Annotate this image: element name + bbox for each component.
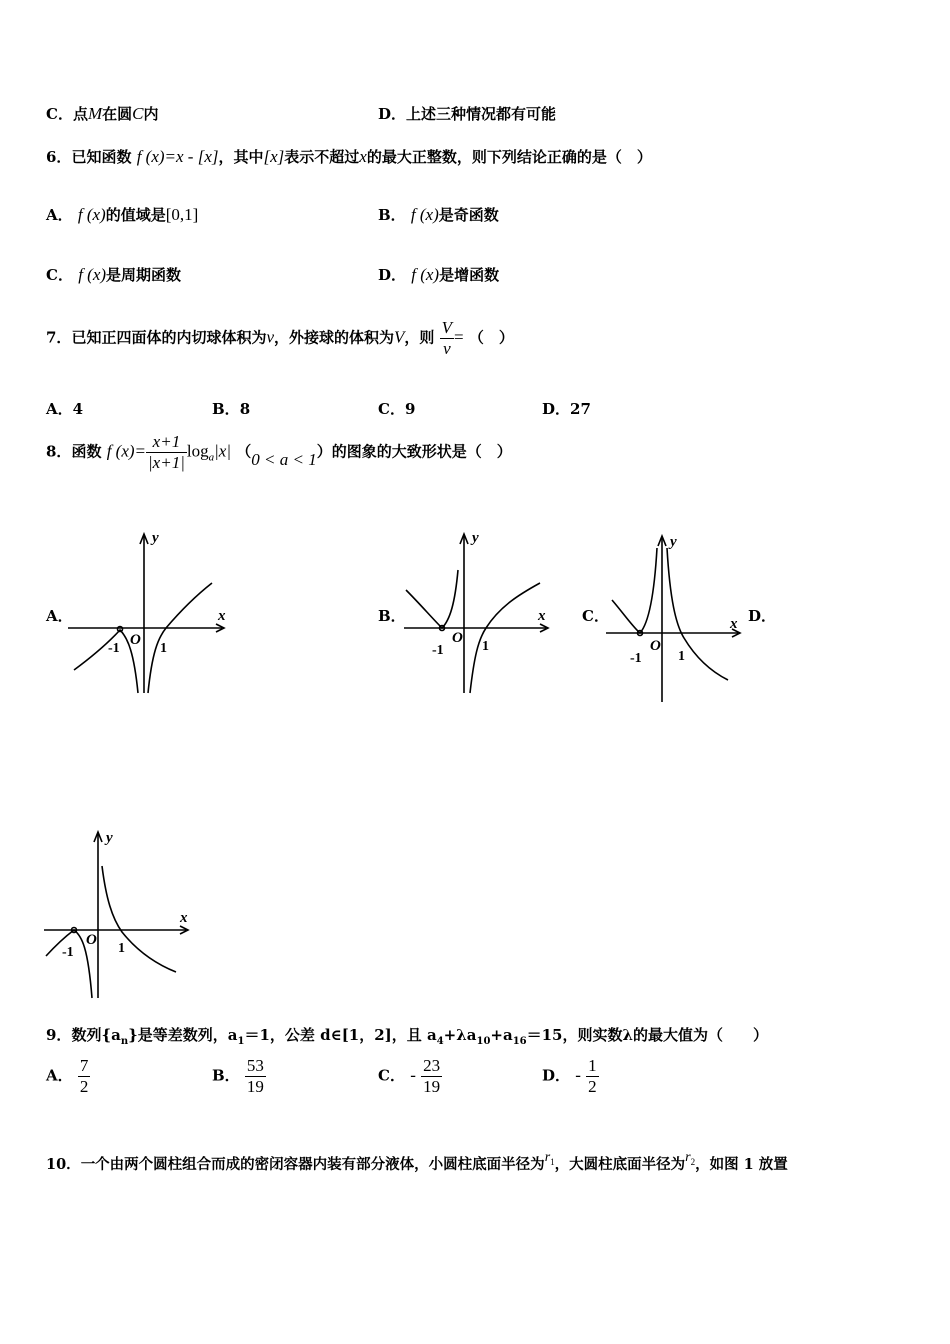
- subscript: 10: [476, 1036, 491, 1047]
- option-c-prev: [46, 103, 159, 124]
- q9-option-c: [378, 1056, 442, 1097]
- q9-option-d: [542, 1056, 599, 1097]
- fraction-denominator: 19: [246, 1077, 264, 1096]
- fraction-denominator: |x+1|: [148, 453, 185, 472]
- q7-option-c: [378, 398, 415, 419]
- fraction: [421, 1056, 442, 1097]
- question-number: 10．: [46, 1156, 81, 1173]
- fraction-numerator: 7: [79, 1056, 89, 1075]
- subscript: 1: [237, 1036, 245, 1047]
- q6-option-d: [378, 264, 499, 285]
- tick-neg1: -1: [432, 643, 444, 658]
- q6-option-a: [46, 204, 198, 225]
- q6-option-c: [46, 264, 181, 285]
- x-label: x: [730, 616, 738, 632]
- option-value: 9: [404, 400, 416, 418]
- y-label: y: [670, 534, 677, 550]
- q6-option-b: [378, 204, 499, 225]
- math-var: r: [685, 1150, 691, 1165]
- question-text: 已知正四面体的内切球体积为: [71, 328, 267, 347]
- option-d-prev: [378, 103, 556, 124]
- curve-left: [74, 630, 138, 693]
- question-text: ＝1，公差 d∈[1，2]，且 a: [244, 1026, 437, 1044]
- tick-1: 1: [482, 639, 489, 654]
- question-text: 数列{a: [71, 1026, 121, 1044]
- question-8: [46, 432, 512, 473]
- option-text: 是增函数: [439, 266, 500, 284]
- question-9: [46, 1024, 768, 1047]
- fraction-numerator: x+1: [146, 432, 187, 453]
- q8-option-c-label: C．: [582, 607, 609, 625]
- math-equals: =: [454, 327, 464, 347]
- subscript: 2: [690, 1156, 696, 1167]
- option-label: D．: [542, 400, 571, 418]
- question-text: }是等差数列，a: [128, 1026, 238, 1044]
- question-number: 8．: [46, 442, 72, 461]
- q8-option-a-label: A．: [46, 607, 73, 625]
- fraction: [245, 1056, 266, 1097]
- tick-neg1: -1: [630, 651, 642, 666]
- option-value: 8: [239, 400, 251, 418]
- curve-left: [406, 570, 458, 628]
- q7-option-a: [46, 398, 83, 419]
- option-label: C．: [46, 266, 73, 284]
- math-formula: [0,1]: [165, 205, 199, 224]
- math-formula: f (x): [77, 205, 106, 224]
- q8-option-d-label: D．: [748, 607, 777, 625]
- option-label: A．: [46, 206, 73, 224]
- fraction-V-over-v: [440, 318, 454, 359]
- curve-left: [612, 548, 657, 633]
- question-text: ，外接球的体积为: [274, 328, 395, 347]
- subscript: 4: [436, 1036, 444, 1047]
- option-text: 点: [72, 105, 88, 123]
- question-number: 6．: [46, 148, 72, 166]
- option-text: 内: [143, 105, 159, 123]
- option-text: 是奇函数: [438, 206, 499, 224]
- fraction-denominator: 19: [423, 1077, 441, 1096]
- math-log-arg: |x|: [214, 441, 232, 461]
- curve-right: [148, 583, 212, 693]
- question-text: 表示不超过: [284, 148, 360, 166]
- y-label: y: [152, 530, 159, 546]
- fraction: [78, 1056, 91, 1097]
- option-label: C．: [46, 105, 73, 123]
- option-label: C．: [378, 1066, 405, 1085]
- math-formula: [x]: [263, 147, 285, 166]
- tick-neg1: -1: [108, 641, 120, 656]
- question-text: ＝15，则实数λ的最大值为（ ）: [526, 1026, 769, 1044]
- y-label: y: [106, 830, 113, 846]
- y-label: y: [472, 530, 479, 546]
- subscript: 1: [550, 1156, 555, 1167]
- fraction-numerator: 23: [423, 1056, 441, 1075]
- question-6: [46, 146, 652, 167]
- math-var: x: [359, 147, 367, 166]
- option-text: 是周期函数: [106, 266, 182, 284]
- option-label: D．: [542, 1066, 571, 1085]
- minus-sign: -: [575, 1065, 581, 1085]
- fraction-denominator: v: [443, 339, 451, 358]
- question-text: （ ）: [468, 328, 514, 347]
- option-label: B．: [378, 206, 406, 224]
- question-text: ，则: [404, 328, 435, 347]
- question-text: ）的图象的大致形状是（ ）: [316, 442, 512, 461]
- q8-option-b-label: B．: [378, 607, 406, 625]
- math-var: V: [394, 327, 405, 347]
- question-text: ，如图 1 放置: [695, 1156, 788, 1173]
- tick-neg1: -1: [62, 945, 74, 960]
- option-label: C．: [378, 400, 405, 418]
- math-var: M: [87, 104, 103, 123]
- fraction-denominator: 2: [79, 1077, 89, 1096]
- question-text: +λa: [443, 1026, 477, 1044]
- option-text: 的值域是: [105, 206, 166, 224]
- fraction: [146, 432, 187, 473]
- curve-right: [102, 866, 176, 972]
- fraction-numerator: V: [441, 318, 453, 337]
- math-log: log: [186, 441, 209, 461]
- math-formula: f (x): [410, 205, 439, 224]
- fraction-numerator: 53: [246, 1056, 264, 1075]
- fraction-numerator: 1: [588, 1056, 597, 1075]
- minus-sign: -: [410, 1065, 416, 1085]
- question-text: ，大圆柱底面半径为: [554, 1156, 686, 1173]
- option-label: B．: [212, 400, 240, 418]
- question-text: 的最大正整数，则下列结论正确的是（ ）: [366, 148, 652, 166]
- question-text: 已知函数: [71, 148, 132, 166]
- question-text: +a: [490, 1026, 513, 1044]
- curve-right: [470, 583, 540, 693]
- question-text: （: [236, 442, 252, 461]
- graph-b: [400, 528, 560, 698]
- curve-right: [667, 548, 728, 680]
- fraction: [586, 1056, 599, 1097]
- question-text: 函数: [71, 442, 102, 461]
- question-10: [46, 1150, 788, 1175]
- option-label: A．: [46, 400, 73, 418]
- tick-1: 1: [160, 641, 167, 656]
- tick-1: 1: [118, 941, 125, 956]
- option-label: B．: [212, 1066, 240, 1085]
- origin-label: O: [130, 632, 141, 648]
- q7-option-d: [542, 398, 591, 419]
- option-label: D．: [378, 266, 407, 284]
- graph-a: [68, 528, 228, 698]
- subscript: 16: [512, 1036, 527, 1047]
- math-log-base: a: [208, 451, 215, 464]
- q9-option-a: [46, 1056, 90, 1097]
- graph-c: [604, 530, 744, 705]
- tick-1: 1: [678, 649, 685, 664]
- math-condition: 0 < a < 1: [251, 449, 317, 469]
- math-var: r: [544, 1150, 551, 1165]
- q7-option-b: [212, 398, 250, 419]
- option-text: 在圆: [102, 105, 133, 123]
- option-value: 27: [570, 400, 591, 418]
- origin-label: O: [452, 630, 463, 646]
- option-label: D．: [378, 105, 407, 123]
- graph-d: [42, 828, 194, 1003]
- question-number: 9．: [46, 1026, 72, 1044]
- math-formula: f (x): [411, 265, 440, 284]
- option-value: 4: [72, 400, 84, 418]
- x-label: x: [180, 910, 188, 926]
- question-7: [46, 318, 514, 359]
- fraction-denominator: 2: [588, 1077, 597, 1096]
- math-var: C: [132, 104, 144, 123]
- subscript: n: [120, 1036, 129, 1047]
- math-formula: f (x)=x - [x]: [136, 147, 219, 166]
- origin-label: O: [650, 638, 661, 654]
- question-number: 7．: [46, 328, 72, 347]
- math-formula: f (x): [78, 265, 107, 284]
- x-label: x: [218, 608, 226, 624]
- x-label: x: [538, 608, 546, 624]
- option-text: 上述三种情况都有可能: [406, 105, 557, 123]
- option-label: A．: [46, 1066, 73, 1085]
- q9-option-b: [212, 1056, 266, 1097]
- question-text: ，其中: [218, 148, 264, 166]
- origin-label: O: [86, 932, 97, 948]
- math-formula: f (x)=: [106, 441, 146, 461]
- math-var: v: [266, 327, 274, 347]
- question-text: 一个由两个圆柱组合而成的密闭容器内装有部分液体，小圆柱底面半径为: [80, 1156, 545, 1173]
